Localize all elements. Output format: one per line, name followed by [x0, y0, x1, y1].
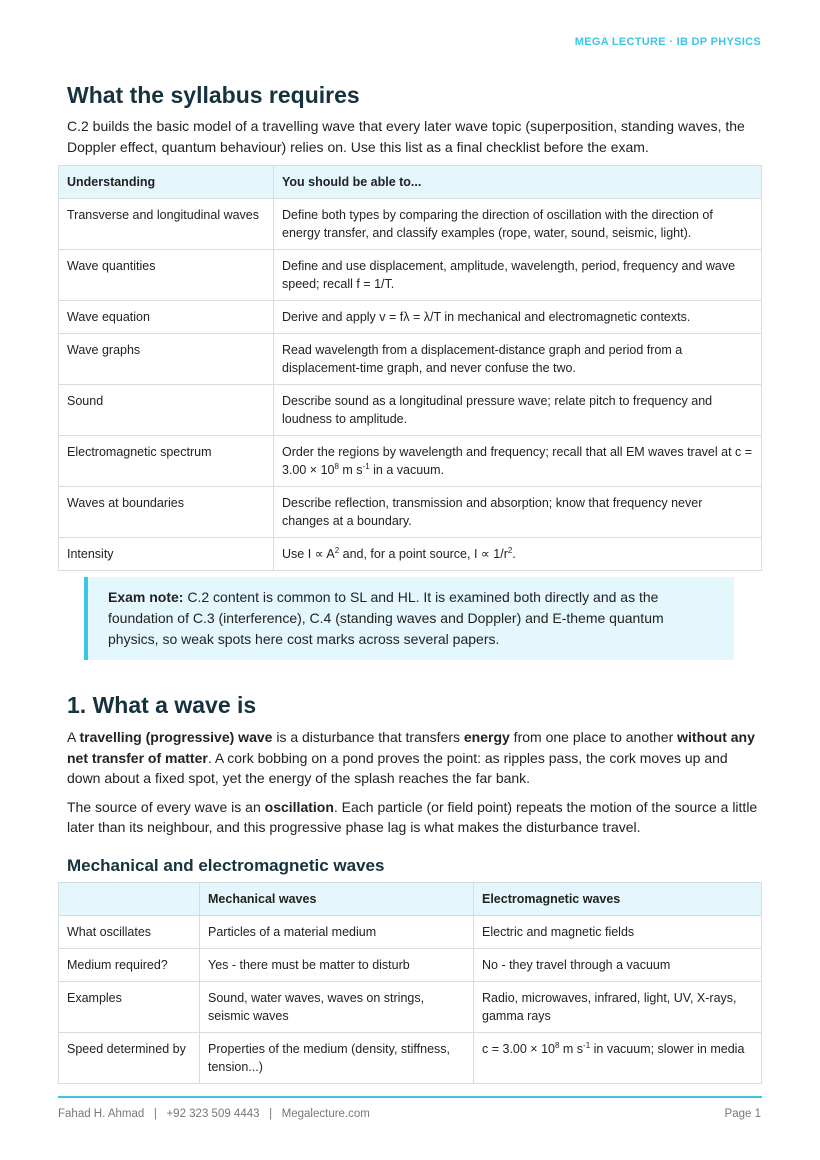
syllabus-title: What the syllabus requires [67, 82, 360, 108]
row-label: What oscillates [59, 915, 200, 948]
row-description: Use $I \propto A^2$ and, for a point source, $I \propto 1/r^2$. [274, 538, 762, 571]
column-header: Understanding [59, 166, 274, 199]
exam-note-label: Exam note: [108, 589, 184, 605]
table-row [59, 1032, 762, 1083]
em-cell: $c = 3.00 \times 10^8$ m $s^{-1}$ in vacuum; slower in media [474, 1032, 762, 1083]
footer-contact: Fahad H. Ahmad | +92 323 509 4443 | Megalecture.com [58, 1108, 370, 1120]
footer-divider [58, 1096, 762, 1098]
page-content [58, 80, 762, 1084]
comparison-table [58, 882, 762, 1084]
syllabus-intro: C.2 builds the basic model of a travelling wave that every later wave topic (superposition, standing waves, the Doppler effect, quantum behaviour) relies on. Use this list as a final checklist before the exam. [67, 118, 745, 155]
mechanical-cell: Yes - there must be matter to disturb [200, 948, 474, 981]
row-label: Examples [59, 981, 200, 1032]
em-cell: Radio, microwaves, infrared, light, UV, X-rays, gamma rays [474, 981, 762, 1032]
table-row [59, 915, 762, 948]
row-topic: Sound [59, 385, 274, 436]
row-description: Define and use displacement, amplitude, wavelength, period, frequency and wave speed; recall f = 1/T. [274, 250, 762, 301]
section-title: 1. What a wave is [67, 692, 257, 718]
table-row [59, 250, 762, 301]
column-header: You should be able to... [274, 166, 762, 199]
table-header-row [59, 882, 762, 915]
exam-note-text: C.2 content is common to SL and HL. It is examined both directly and as the foundation of C.3 (interference), C.4 (standing waves and Doppler) and E-theme quantum physics, so weak spots here cost marks across several papers. [108, 589, 664, 647]
row-description: Describe reflection, transmission and absorption; know that frequency never changes at a boundary. [274, 487, 762, 538]
paragraph: A travelling (progressive) wave is a disturbance that transfers energy from one place to another without any net transfer of matter. A cork bobbing on a pond proves the point: as ripples pass, the cork moves up and down about a fixed spot, yet the energy of the splash reaches the far bank. [67, 729, 755, 786]
row-topic: Wave equation [59, 301, 274, 334]
mechanical-cell: Particles of a material medium [200, 915, 474, 948]
table-row [59, 436, 762, 487]
paragraph: The source of every wave is an oscillation. Each particle (or field point) repeats the motion of the source a little later than its neighbour, and this progressive phase lag is what makes the disturbance travel. [67, 798, 758, 835]
table-row [59, 385, 762, 436]
table-row [59, 981, 762, 1032]
mechanical-cell: Properties of the medium (density, stiffness, tension...) [200, 1032, 474, 1083]
row-description: Read wavelength from a displacement-distance graph and period from a displacement-time graph, and never confuse the two. [274, 334, 762, 385]
row-label: Medium required? [59, 948, 200, 981]
table-header-row [59, 166, 762, 199]
syllabus-table [58, 165, 762, 571]
row-description: Describe sound as a longitudinal pressure wave; relate pitch to frequency and loudness to amplitude. [274, 385, 762, 436]
em-cell: Electric and magnetic fields [474, 915, 762, 948]
table-row [59, 538, 762, 571]
column-header: Electromagnetic waves [474, 882, 762, 915]
table-row [59, 199, 762, 250]
exam-note-callout [84, 577, 734, 660]
row-description: Derive and apply v = fλ = λ/T in mechanical and electromagnetic contexts. [274, 301, 762, 334]
row-description: Order the regions by wavelength and frequency; recall that all EM waves travel at $c = 3.00 \times 10^8$ m $s^{-1}$ in a vacuum. [274, 436, 762, 487]
row-topic: Wave graphs [59, 334, 274, 385]
row-topic: Electromagnetic spectrum [59, 436, 274, 487]
row-topic: Transverse and longitudinal waves [59, 199, 274, 250]
row-description: Define both types by comparing the direction of oscillation with the direction of energy transfer, and classify examples (rope, water, sound, seismic, light). [274, 199, 762, 250]
table-row [59, 948, 762, 981]
mechanical-cell: Sound, water waves, waves on strings, seismic waves [200, 981, 474, 1032]
page-number: Page 1 [724, 1108, 761, 1120]
header-label: MEGA LECTURE · IB DP PHYSICS [574, 36, 761, 48]
table-row [59, 334, 762, 385]
table-row [59, 487, 762, 538]
em-cell: No - they travel through a vacuum [474, 948, 762, 981]
row-label: Speed determined by [59, 1032, 200, 1083]
row-topic: Intensity [59, 538, 274, 571]
row-topic: Wave quantities [59, 250, 274, 301]
column-header: Mechanical waves [200, 882, 474, 915]
column-header [59, 882, 200, 915]
table-row [59, 301, 762, 334]
subheading: Mechanical and electromagnetic waves [67, 855, 385, 875]
row-topic: Waves at boundaries [59, 487, 274, 538]
